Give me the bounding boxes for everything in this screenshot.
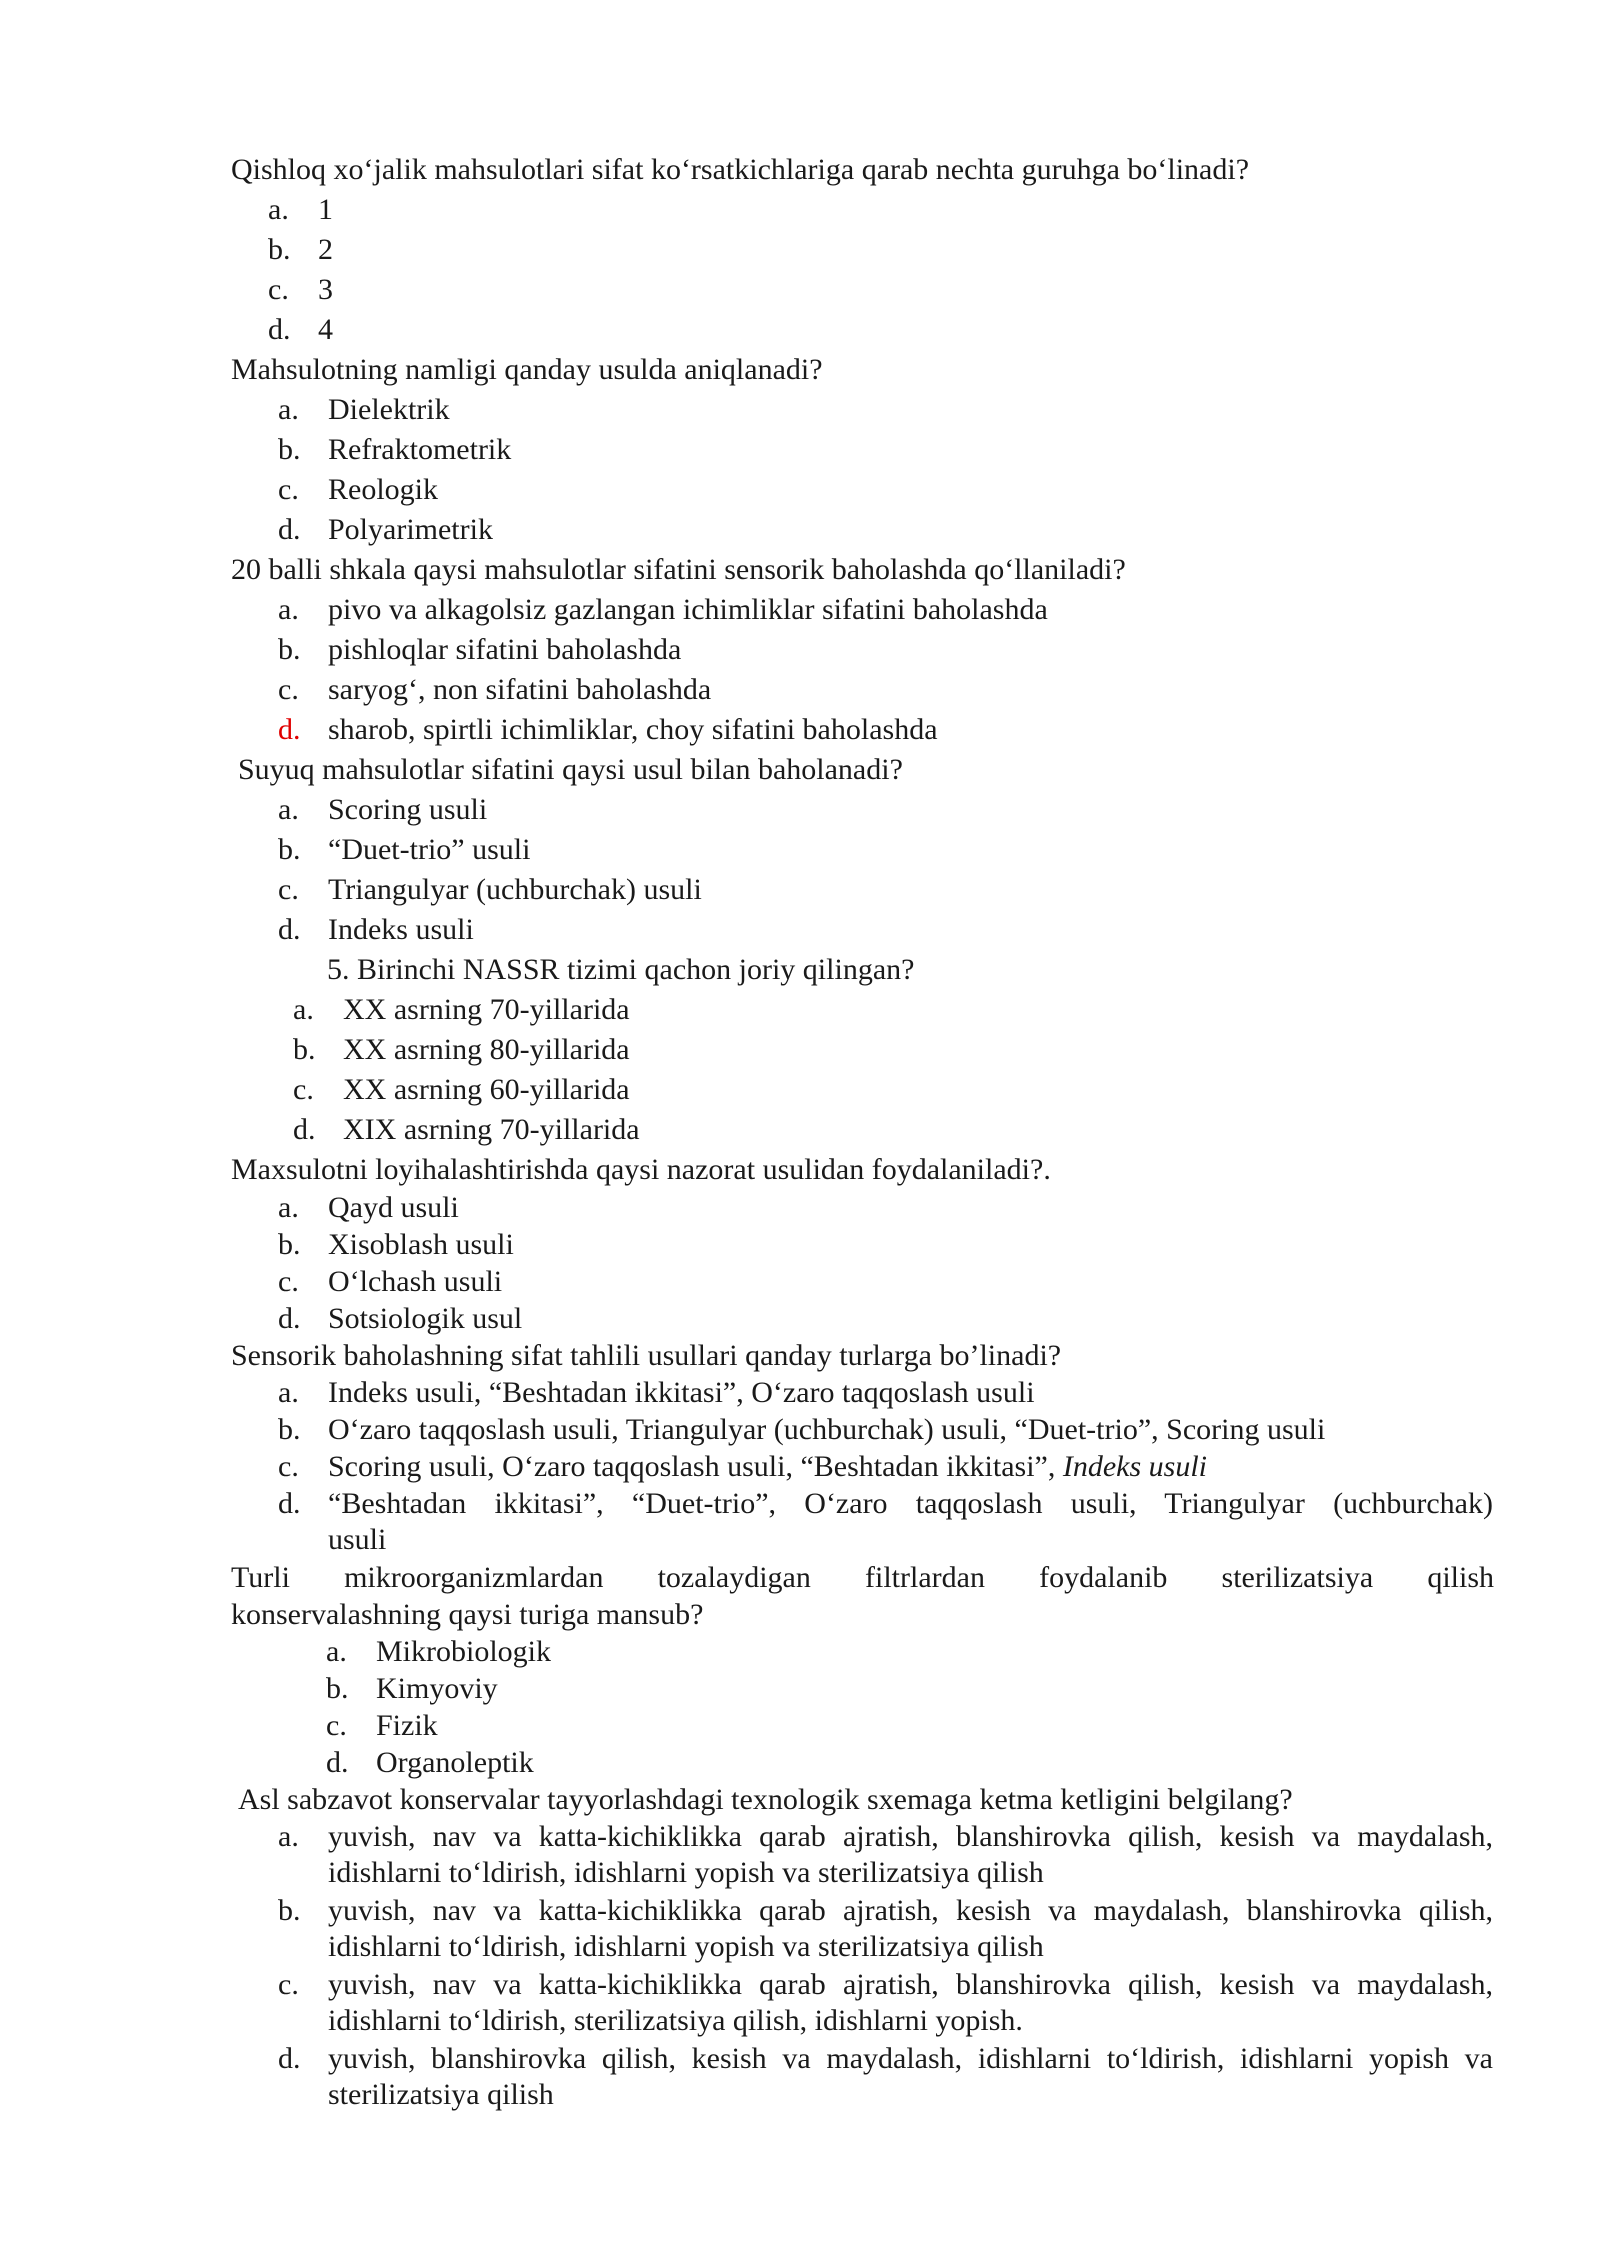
q5-option-d <box>293 1112 640 1148</box>
option-text: saryog‘, non sifatini baholashda <box>328 673 712 706</box>
q1-option-d <box>268 312 333 348</box>
option-label: c. <box>278 673 299 706</box>
option-text: Qayd usuli <box>328 1191 459 1224</box>
option-text: 4 <box>318 313 333 346</box>
option-text: XX asrning 80-yillarida <box>343 1033 630 1066</box>
option-text-line-2: idishlarni to‘ldirish, idishlarni yopish va sterilizatsiya qilish <box>328 1856 1044 1889</box>
option-text-line-2: usuli <box>328 1523 387 1556</box>
q1-option-a <box>268 192 333 228</box>
option-text: XX asrning 70-yillarida <box>343 993 630 1026</box>
option-text-line-1: yuvish, nav va katta-kichiklikka qarab ajratish, blanshirovka qilish, kesish va maydalash, <box>328 1968 1493 2001</box>
option-text: Sotsiologik usul <box>328 1302 523 1335</box>
option-text <box>328 1486 1493 1558</box>
option-text-line-1: yuvish, nav va katta-kichiklikka qarab ajratish, blanshirovka qilish, kesish va maydalash, <box>328 1820 1493 1853</box>
option-label: d. <box>268 313 291 346</box>
option-label: c. <box>326 1709 347 1742</box>
option-label: d. <box>278 2042 301 2075</box>
option-text: Triangulyar (uchburchak) usuli <box>328 873 702 906</box>
option-label: b. <box>278 833 301 866</box>
option-label: c. <box>278 1265 299 1298</box>
option-text: O‘lchash usuli <box>328 1265 503 1298</box>
option-text-line-2: idishlarni to‘ldirish, sterilizatsiya qilish, idishlarni yopish. <box>328 2004 1023 2037</box>
option-text: XX asrning 60-yillarida <box>343 1073 630 1106</box>
option-label: d. <box>293 1113 316 1146</box>
option-label: a. <box>278 593 299 626</box>
option-label: d. <box>278 1487 301 1520</box>
option-text-regular: Scoring usuli, O‘zaro taqqoslash usuli, “Beshtadan ikkitasi”, <box>328 1450 1063 1483</box>
option-text: Xisoblash usuli <box>328 1228 514 1261</box>
option-text: pishloqlar sifatini baholashda <box>328 633 682 666</box>
question-7: Sensorik baholashning sifat tahlili usullari qanday turlarga bo’linadi? <box>231 1339 1062 1372</box>
option-label: b. <box>278 1413 301 1446</box>
q3-option-d <box>278 712 938 748</box>
q1-option-b <box>268 232 333 268</box>
option-label: d. <box>278 913 301 946</box>
option-label: a. <box>278 1376 299 1409</box>
option-text: Reologik <box>328 473 438 506</box>
option-text: XIX asrning 70-yillarida <box>343 1113 640 1146</box>
q8-option-c <box>326 1708 438 1744</box>
q7-option-c <box>278 1449 1208 1485</box>
q6-option-d <box>278 1301 523 1337</box>
question-8-line-2: konservalashning qaysi turiga mansub? <box>231 1598 704 1631</box>
option-label: b. <box>278 633 301 666</box>
option-text: 2 <box>318 233 333 266</box>
option-label: a. <box>293 993 314 1026</box>
option-label: a. <box>268 193 289 226</box>
q9-option-d <box>278 2041 1493 2111</box>
q1-option-c <box>268 272 333 308</box>
option-label: b. <box>326 1672 349 1705</box>
q6-option-c <box>278 1264 503 1300</box>
q4-option-d <box>278 912 474 948</box>
option-label: c. <box>278 1968 299 2001</box>
option-label: b. <box>293 1033 316 1066</box>
option-text-line-1: “Beshtadan ikkitasi”, “Duet-trio”, O‘zaro taqqoslash usuli, Triangulyar (uchburchak) <box>328 1487 1493 1520</box>
question-3: 20 balli shkala qaysi mahsulotlar sifatini sensorik baholashda qo‘llaniladi? <box>231 553 1126 586</box>
question-9: Asl sabzavot konservalar tayyorlashdagi texnologik sxemaga ketma ketligini belgilang? <box>238 1783 1293 1816</box>
question-8-line-1: Turli mikroorganizmlardan tozalaydigan filtrlardan foydalanib sterilizatsiya qilish <box>231 1561 1494 1594</box>
option-text: Scoring usuli <box>328 793 488 826</box>
option-label: d. <box>278 513 301 546</box>
option-text-line-1: yuvish, nav va katta-kichiklikka qarab ajratish, kesish va maydalash, blanshirovka qilish, <box>328 1894 1493 1927</box>
option-text <box>328 1967 1493 2039</box>
option-label: b. <box>268 233 291 266</box>
q5-option-b <box>293 1032 630 1068</box>
q3-option-b <box>278 632 682 668</box>
option-text: O‘zaro taqqoslash usuli, Triangulyar (uchburchak) usuli, “Duet-trio”, Scoring usuli <box>328 1413 1326 1446</box>
option-text <box>328 2041 1493 2113</box>
option-text: “Duet-trio” usuli <box>328 833 531 866</box>
option-label: c. <box>278 1450 299 1483</box>
option-text <box>328 1893 1493 1965</box>
option-text: Indeks usuli, “Beshtadan ikkitasi”, O‘zaro taqqoslash usuli <box>328 1376 1035 1409</box>
q6-option-a <box>278 1190 459 1226</box>
q4-option-a <box>278 792 488 828</box>
q7-option-d <box>278 1486 1493 1556</box>
option-text: 1 <box>318 193 333 226</box>
option-text <box>328 1449 1207 1485</box>
question-2: Mahsulotning namligi qanday usulda aniqlanadi? <box>231 353 823 386</box>
option-text: pivo va alkagolsiz gazlangan ichimliklar sifatini baholashda <box>328 593 1048 626</box>
q5-option-c <box>293 1072 630 1108</box>
option-label: a. <box>278 1191 299 1224</box>
option-label: d. <box>326 1746 349 1779</box>
q7-option-b <box>278 1412 1326 1448</box>
option-label: b. <box>278 1228 301 1261</box>
option-label: c. <box>278 873 299 906</box>
option-text: Refraktometrik <box>328 433 512 466</box>
option-text-italic: Indeks usuli <box>1062 1450 1208 1483</box>
q8-option-a <box>326 1634 552 1670</box>
option-label: c. <box>278 473 299 506</box>
q4-option-c <box>278 872 702 908</box>
q6-option-b <box>278 1227 514 1263</box>
option-text <box>328 1819 1493 1891</box>
option-label: a. <box>278 393 299 426</box>
option-text: Polyarimetrik <box>328 513 493 546</box>
q2-option-b <box>278 432 512 468</box>
option-text-line-2: sterilizatsiya qilish <box>328 2078 554 2111</box>
question-6: Maxsulotni loyihalashtirishda qaysi nazorat usulidan foydalaniladi?. <box>231 1153 1051 1186</box>
question-1: Qishloq xo‘jalik mahsulotlari sifat ko‘rsatkichlariga qarab nechta guruhga bo‘linadi? <box>231 153 1250 186</box>
option-label: a. <box>278 1820 299 1853</box>
option-label: b. <box>278 433 301 466</box>
q9-option-a <box>278 1819 1493 1889</box>
q3-option-c <box>278 672 712 708</box>
option-label: c. <box>293 1073 314 1106</box>
option-label: d. <box>278 1302 301 1335</box>
q7-option-a <box>278 1375 1035 1411</box>
option-label: c. <box>268 273 289 306</box>
option-label: b. <box>278 1894 301 1927</box>
q3-option-a <box>278 592 1048 628</box>
q2-option-d <box>278 512 493 548</box>
q8-option-d <box>326 1745 534 1781</box>
q5-option-a <box>293 992 630 1028</box>
q8-option-b <box>326 1671 498 1707</box>
option-text: sharob, spirtli ichimliklar, choy sifatini baholashda <box>328 713 938 746</box>
q2-option-c <box>278 472 438 508</box>
option-label: a. <box>278 793 299 826</box>
option-text: Indeks usuli <box>328 913 474 946</box>
option-text: Mikrobiologik <box>376 1635 552 1668</box>
q4-option-b <box>278 832 531 868</box>
question-5: 5. Birinchi NASSR tizimi qachon joriy qilingan? <box>327 953 915 986</box>
option-text: 3 <box>318 273 333 306</box>
option-text: Organoleptik <box>376 1746 534 1779</box>
option-text: Kimyoviy <box>376 1672 498 1705</box>
option-text: Fizik <box>376 1709 438 1742</box>
option-text: Dielektrik <box>328 393 450 426</box>
option-label-highlighted: d. <box>278 713 301 746</box>
q9-option-b <box>278 1893 1493 1963</box>
q2-option-a <box>278 392 450 428</box>
q9-option-c <box>278 1967 1493 2037</box>
option-text-line-1: yuvish, blanshirovka qilish, kesish va maydalash, idishlarni to‘ldirish, idishlarni yopish va <box>328 2042 1493 2075</box>
option-text-line-2: idishlarni to‘ldirish, idishlarni yopish va sterilizatsiya qilish <box>328 1930 1044 1963</box>
option-label: a. <box>326 1635 347 1668</box>
question-4: Suyuq mahsulotlar sifatini qaysi usul bilan baholanadi? <box>238 753 903 786</box>
